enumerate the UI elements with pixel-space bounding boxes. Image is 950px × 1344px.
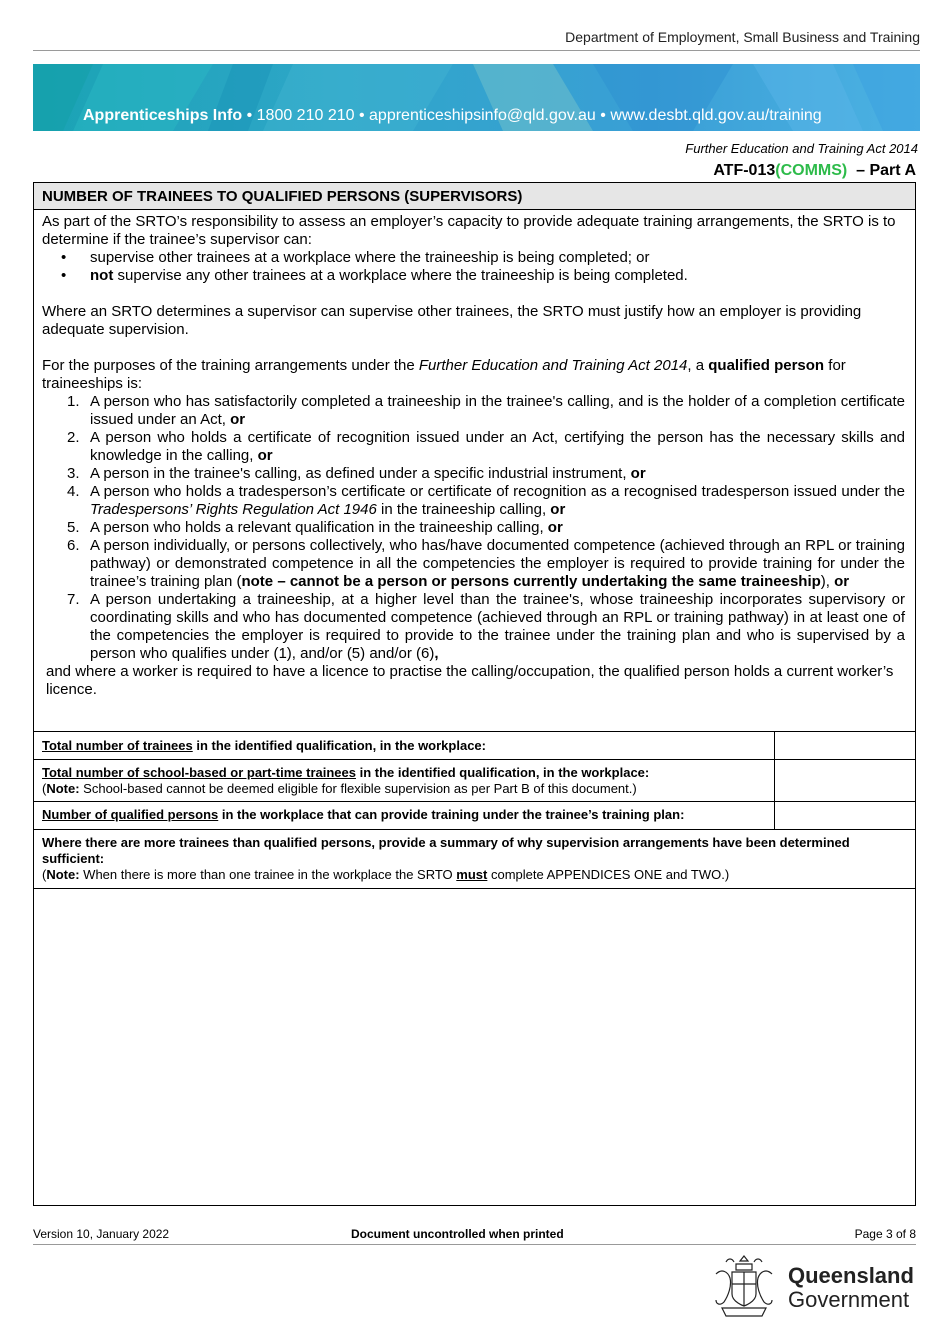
summary-textarea[interactable]	[34, 888, 915, 1205]
school-based-trainees-input[interactable]	[774, 760, 916, 801]
intro-paragraph: As part of the SRTO’s responsibility to assess an employer’s capacity to provide adequate training arrangements, the SRTO is to determine if the trainee’s supervisor can:	[42, 213, 896, 248]
section-title: NUMBER OF TRAINEES TO QUALIFIED PERSONS (SUPERVISORS)	[34, 183, 915, 210]
list-item: 1. A person who has satisfactorily completed a traineeship in the trainee's calling, and is the holder of a completion certificate issued under an Act, or	[67, 393, 905, 428]
list-item: • supervise other trainees at a workplace where the traineeship is being completed; or	[90, 249, 905, 267]
page-number: Page 3 of 8	[854, 1227, 916, 1241]
bullet-separator: •	[246, 107, 253, 124]
logo-wordmark: Queensland Government	[788, 1263, 914, 1312]
total-trainees-label: Total number of trainees in the identified qualification, in the workplace:	[42, 738, 486, 753]
supervise-options	[42, 249, 905, 285]
list-item: 5. A person who holds a relevant qualification in the traineeship calling, or	[67, 519, 563, 536]
banner-phone[interactable]: 1800 210 210	[256, 107, 355, 124]
justification-paragraph: Where an SRTO determines a supervisor can supervise other trainees, the SRTO must justify how an employer is providing adequate supervision.	[42, 303, 862, 338]
form-id	[713, 162, 916, 180]
qualified-persons-input[interactable]	[774, 802, 916, 829]
form-id-comms: (COMMS)	[775, 162, 848, 179]
qualified-person-criteria	[42, 393, 905, 663]
form-id-part: – Part A	[856, 162, 916, 179]
list-item: 6. A person individually, or persons collectively, who has/have documented competence (achieved through an RPL or training pathway) or demonstrated competence in all the competencies the employer is required to provide training for under the trainee’s training plan (note – cannot be a person or persons currently undertaking the same traineeship), or	[67, 537, 905, 590]
list-item: 3. A person in the trainee's calling, as defined under a specific industrial instrument, or	[67, 465, 646, 482]
list-item: 4. A person who holds a tradesperson’s certificate or certificate of recognition as a recognised tradesperson issued under the Tradespersons’ Rights Regulation Act 1946 in the traineeship calling, or	[67, 483, 905, 518]
summary-heading-row	[34, 829, 915, 888]
footer-divider	[33, 1244, 916, 1245]
header-divider	[33, 50, 920, 51]
list-item: 2. A person who holds a certificate of recognition issued under an Act, certifying the person has the necessary skills and knowledge in the calling, or	[67, 429, 905, 464]
total-trainees-row	[34, 731, 915, 759]
qualified-person-intro: For the purposes of the training arrangements under the Further Education and Training Act 2014, a qualified person for traineeships is:	[42, 357, 846, 392]
queensland-government-logo	[708, 1250, 918, 1322]
banner-email-link[interactable]: apprenticeshipsinfo@qld.gov.au	[369, 107, 596, 124]
banner-contact-line	[83, 107, 822, 125]
school-based-trainees-label: Total number of school-based or part-time trainees in the identified qualification, in the workplace: (Note: School-based cannot be deemed eligible for flexible supervision as per Part B of this document.)	[42, 765, 650, 796]
banner-label: Apprenticeships Info	[83, 107, 243, 124]
list-item: • not supervise any other trainees at a workplace where the traineeship is being completed.	[90, 267, 905, 285]
contact-banner	[33, 64, 920, 131]
banner-website-link[interactable]: www.desbt.qld.gov.au/training	[610, 107, 822, 124]
school-based-trainees-row	[34, 759, 915, 801]
qualified-persons-row	[34, 801, 915, 829]
qualified-persons-label: Number of qualified persons in the workplace that can provide training under the trainee’s training plan:	[42, 807, 685, 822]
supervision-section	[33, 182, 916, 1206]
bullet-separator: •	[600, 107, 606, 124]
coat-of-arms-icon	[708, 1250, 780, 1322]
act-reference: Further Education and Training Act 2014	[685, 141, 918, 156]
uncontrolled-notice: Document uncontrolled when printed	[351, 1227, 564, 1241]
section-body	[34, 210, 915, 699]
department-name: Department of Employment, Small Business and Training	[565, 29, 920, 45]
licence-paragraph: and where a worker is required to have a licence to practise the calling/occupation, the qualified person holds a current worker’s licence.	[46, 663, 894, 698]
summary-heading: Where there are more trainees than qualified persons, provide a summary of why supervision arrangements have been determined sufficient: (Note: When there is more than one trainee in the workplace the SRTO must complete APPENDICES ONE and TWO.)	[42, 835, 850, 882]
total-trainees-input[interactable]	[774, 732, 916, 759]
version-label: Version 10, January 2022	[33, 1227, 170, 1241]
bullet-separator: •	[358, 107, 365, 124]
list-item: 7. A person undertaking a traineeship, at a higher level than the trainee's, whose traineeship incorporates supervisory or coordinating skills and who has documented competence (achieved through an RPL or training pathway) in at least one of the competencies the employer is required to provide to the trainee under the training plan and who is supervised by a person who qualifies under (1), and/or (5) and/or (6),	[67, 591, 905, 662]
form-id-prefix: ATF-013	[713, 162, 776, 179]
